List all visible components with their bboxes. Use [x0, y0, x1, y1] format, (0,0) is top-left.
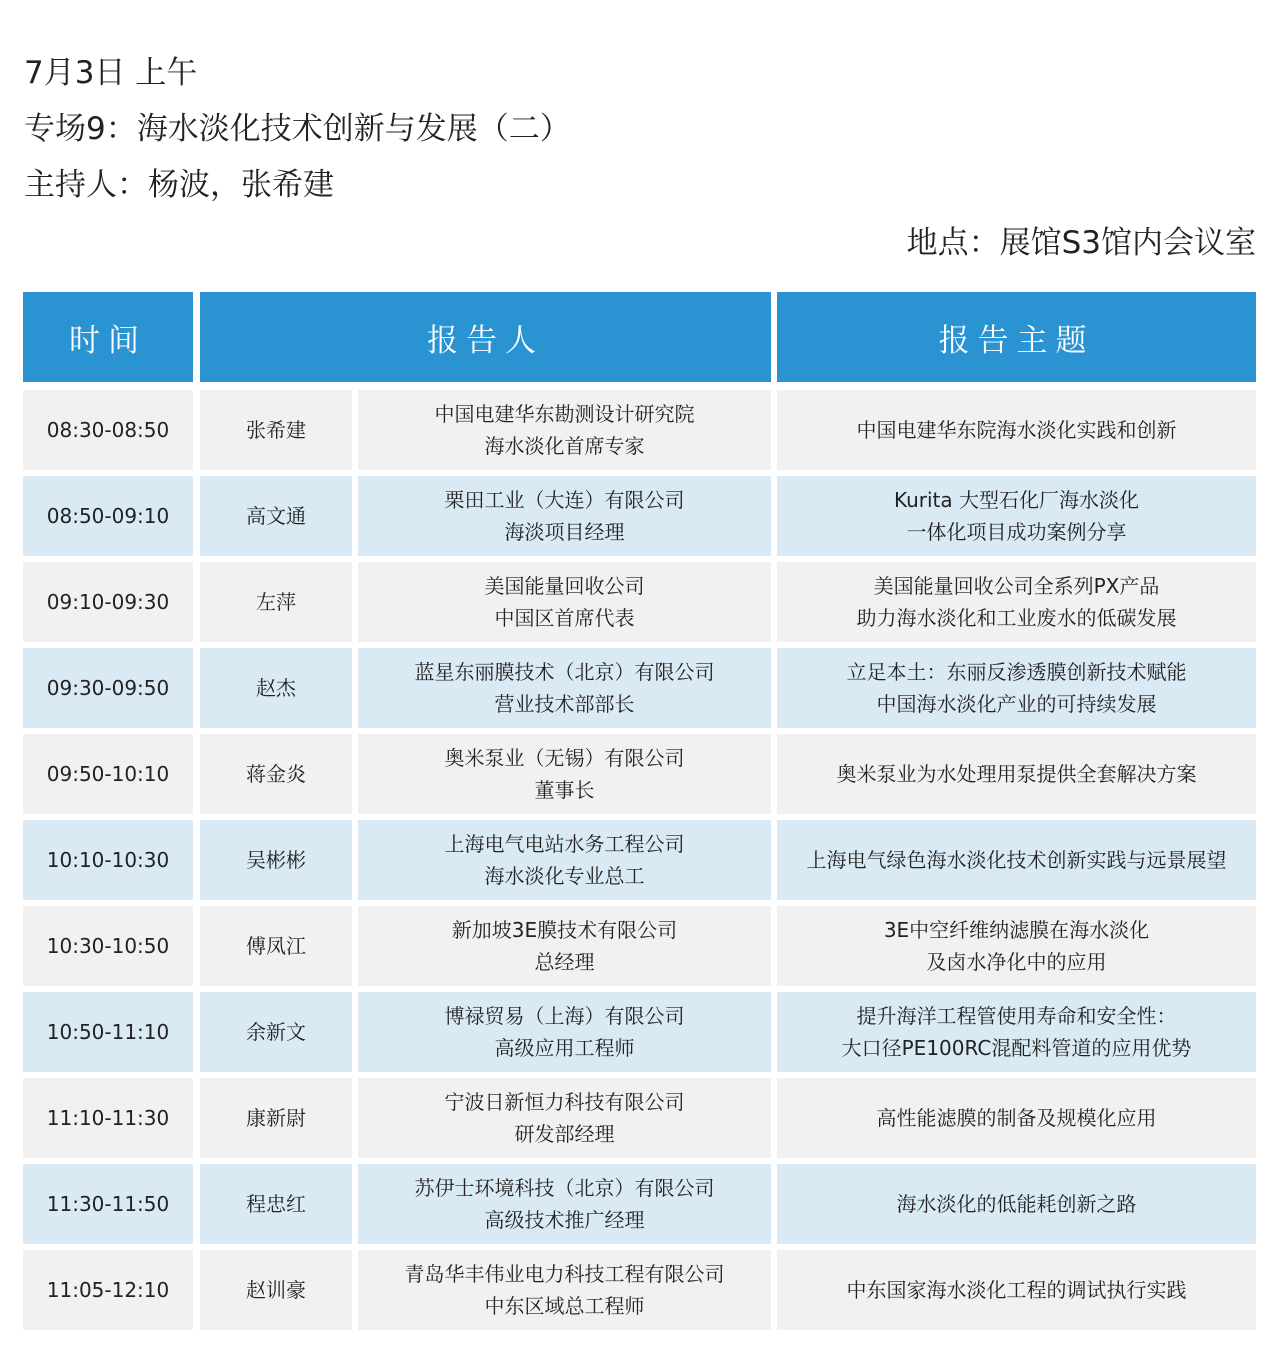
- speaker-name-cell: [200, 820, 352, 900]
- topic-line: 上海电气绿色海水淡化技术创新实践与远景展望: [806, 848, 1227, 872]
- time-text: 09:30-09:50: [46, 676, 170, 700]
- topic-cell: [777, 390, 1256, 470]
- time-text: 09:50-10:10: [46, 762, 170, 786]
- speaker-job-title: 海水淡化专业总工: [484, 864, 645, 888]
- time-text: 08:50-09:10: [46, 504, 170, 528]
- time-cell: [23, 1250, 193, 1330]
- time-cell: [23, 476, 193, 556]
- speaker-name-cell: [200, 992, 352, 1072]
- speaker-name-cell: [200, 476, 352, 556]
- speaker-name: 康新尉: [246, 1106, 306, 1130]
- time-cell: [23, 648, 193, 728]
- speaker-job-title: 总经理: [534, 950, 595, 974]
- topic-cell: [777, 1250, 1256, 1330]
- speaker-name-cell: [200, 648, 352, 728]
- speaker-affiliation-cell: [358, 390, 771, 470]
- session-location: 地点：展馆S3馆内会议室: [906, 225, 1256, 261]
- speaker-affiliation-cell: [358, 1164, 771, 1244]
- speaker-organization: 博禄贸易（上海）有限公司: [444, 1004, 685, 1028]
- session-hosts: 主持人：杨波，张希建: [24, 167, 334, 203]
- speaker-job-title: 研发部经理: [514, 1122, 615, 1146]
- time-text: 10:50-11:10: [46, 1020, 170, 1044]
- speaker-job-title: 海淡项目经理: [504, 520, 625, 544]
- time-cell: [23, 734, 193, 814]
- speaker-name-cell: [200, 1164, 352, 1244]
- session-date: 7月3日 上午: [24, 55, 198, 91]
- column-header-speaker: 报告人: [200, 292, 771, 382]
- speaker-name: 蒋金炎: [246, 762, 306, 786]
- speaker-name: 傅凤江: [246, 934, 306, 958]
- session-title: 专场9：海水淡化技术创新与发展（二）: [24, 111, 571, 147]
- speaker-name: 高文通: [246, 504, 306, 528]
- time-text: 11:05-12:10: [46, 1278, 170, 1302]
- column-header-time: 时间: [23, 292, 193, 382]
- speaker-name-cell: [200, 562, 352, 642]
- speaker-affiliation-cell: [358, 820, 771, 900]
- topic-cell: [777, 820, 1256, 900]
- topic-line: 美国能量回收公司全系列PX产品: [873, 574, 1160, 598]
- speaker-organization: 青岛华丰伟业电力科技工程有限公司: [404, 1262, 725, 1286]
- topic-cell: [777, 734, 1256, 814]
- speaker-organization: 上海电气电站水务工程公司: [444, 832, 685, 856]
- speaker-job-title: 董事长: [534, 778, 595, 802]
- topic-line: 中东国家海水淡化工程的调试执行实践: [846, 1278, 1187, 1302]
- topic-cell: [777, 1164, 1256, 1244]
- topic-line: 大口径PE100RC混配料管道的应用优势: [841, 1036, 1192, 1060]
- speaker-organization: 新加坡3E膜技术有限公司: [451, 918, 678, 942]
- speaker-name-cell: [200, 1078, 352, 1158]
- speaker-affiliation-cell: [358, 1078, 771, 1158]
- speaker-name: 吴彬彬: [246, 848, 306, 872]
- time-cell: [23, 1164, 193, 1244]
- speaker-name: 程忠红: [246, 1192, 306, 1216]
- speaker-job-title: 中东区域总工程师: [484, 1294, 645, 1318]
- speaker-job-title: 高级技术推广经理: [484, 1208, 645, 1232]
- topic-line: 高性能滤膜的制备及规模化应用: [876, 1106, 1157, 1130]
- time-cell: [23, 820, 193, 900]
- topic-line: 一体化项目成功案例分享: [906, 520, 1127, 544]
- topic-line: 奥米泵业为水处理用泵提供全套解决方案: [836, 762, 1197, 786]
- topic-cell: [777, 648, 1256, 728]
- speaker-organization: 宁波日新恒力科技有限公司: [444, 1090, 685, 1114]
- topic-line: 3E中空纤维纳滤膜在海水淡化: [883, 918, 1150, 942]
- time-text: 08:30-08:50: [46, 418, 170, 442]
- time-text: 11:10-11:30: [46, 1106, 170, 1130]
- time-cell: [23, 562, 193, 642]
- speaker-name-cell: [200, 390, 352, 470]
- speaker-organization: 中国电建华东勘测设计研究院: [434, 402, 695, 426]
- topic-line: 海水淡化的低能耗创新之路: [896, 1192, 1137, 1216]
- speaker-affiliation-cell: [358, 734, 771, 814]
- time-cell: [23, 1078, 193, 1158]
- speaker-name: 赵训豪: [246, 1278, 306, 1302]
- speaker-name: 左萍: [256, 590, 296, 614]
- speaker-affiliation-cell: [358, 992, 771, 1072]
- speaker-job-title: 中国区首席代表: [494, 606, 635, 630]
- time-cell: [23, 390, 193, 470]
- column-header-topic: 报告主题: [777, 292, 1256, 382]
- speaker-organization: 美国能量回收公司: [484, 574, 645, 598]
- topic-cell: [777, 476, 1256, 556]
- speaker-name: 余新文: [246, 1020, 306, 1044]
- topic-line: 立足本土：东丽反渗透膜创新技术赋能: [846, 660, 1187, 684]
- speaker-organization: 奥米泵业（无锡）有限公司: [444, 746, 685, 770]
- speaker-name-cell: [200, 1250, 352, 1330]
- topic-cell: [777, 906, 1256, 986]
- topic-line: 提升海洋工程管使用寿命和安全性：: [856, 1004, 1177, 1028]
- speaker-organization: 蓝星东丽膜技术（北京）有限公司: [414, 660, 715, 684]
- topic-line: 中国海水淡化产业的可持续发展: [876, 692, 1157, 716]
- time-text: 11:30-11:50: [46, 1192, 170, 1216]
- speaker-affiliation-cell: [358, 1250, 771, 1330]
- speaker-affiliation-cell: [358, 648, 771, 728]
- speaker-name-cell: [200, 734, 352, 814]
- speaker-affiliation-cell: [358, 562, 771, 642]
- speaker-affiliation-cell: [358, 476, 771, 556]
- topic-line: 中国电建华东院海水淡化实践和创新: [856, 418, 1177, 442]
- topic-line: 及卤水净化中的应用: [926, 950, 1107, 974]
- topic-cell: [777, 562, 1256, 642]
- speaker-name: 赵杰: [256, 676, 296, 700]
- speaker-organization: 苏伊士环境科技（北京）有限公司: [414, 1176, 715, 1200]
- speaker-name: 张希建: [246, 418, 306, 442]
- speaker-job-title: 营业技术部部长: [494, 692, 635, 716]
- topic-cell: [777, 1078, 1256, 1158]
- time-text: 09:10-09:30: [46, 590, 170, 614]
- topic-line: Kurita 大型石化厂海水淡化: [893, 488, 1140, 512]
- speaker-organization: 栗田工业（大连）有限公司: [444, 488, 685, 512]
- time-text: 10:10-10:30: [46, 848, 170, 872]
- speaker-name-cell: [200, 906, 352, 986]
- time-text: 10:30-10:50: [46, 934, 170, 958]
- time-cell: [23, 992, 193, 1072]
- speaker-job-title: 高级应用工程师: [494, 1036, 635, 1060]
- speaker-affiliation-cell: [358, 906, 771, 986]
- speaker-job-title: 海水淡化首席专家: [484, 434, 645, 458]
- topic-cell: [777, 992, 1256, 1072]
- time-cell: [23, 906, 193, 986]
- topic-line: 助力海水淡化和工业废水的低碳发展: [856, 606, 1177, 630]
